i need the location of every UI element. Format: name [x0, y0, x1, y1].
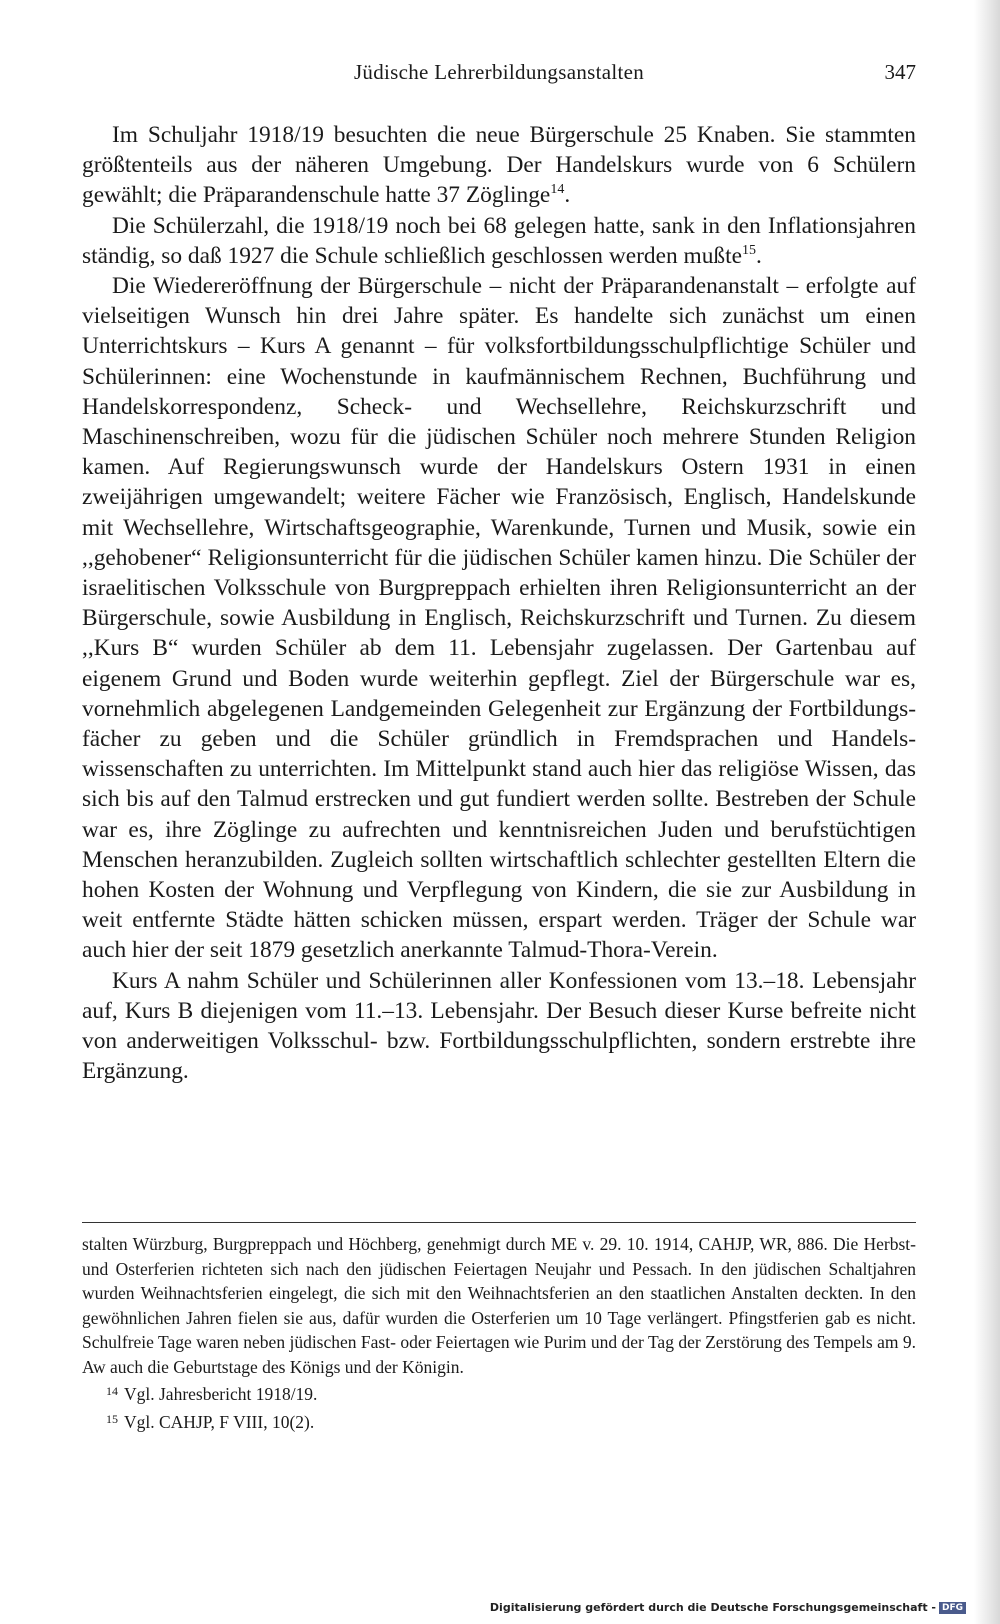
- paragraph: [82, 120, 916, 211]
- footnote-number: 15: [106, 1411, 118, 1426]
- paragraph-text: Kurs A nahm Schüler und Schülerinnen aller Konfessionen vom 13.–18. Lebensjahr auf, Kurs B diejenigen vom 11.–13. Lebensjahr. Der Besuch dieser Kurse befreite nicht von anderweitigen Volksschul- bzw. Fortbildungsschulpflichten, sondern erstrebte ihre Ergänzung.: [82, 967, 916, 1085]
- footnote: [82, 1379, 916, 1407]
- footnote-number: 14: [106, 1384, 118, 1398]
- dfg-logo: DFG: [939, 1602, 966, 1614]
- footnote-text: Vgl. CAHJP, F VIII, 10(2).: [124, 1411, 315, 1432]
- paragraph-text: Die Schülerzahl, die 1918/19 noch bei 68 gelegen hatte, sank in den Inflationsjahren ständig, so daß 1927 die Schule schließlich geschlossen werden mußte: [82, 212, 916, 269]
- paragraph: [82, 966, 916, 1087]
- page-number: 347: [884, 60, 916, 84]
- credit-text: Digitalisierung gefördert durch die Deutsche Forschungsgemeinschaft -: [489, 1601, 936, 1614]
- paragraph: [82, 271, 916, 966]
- footnote-text: Vgl. Jahresbericht 1918/19.: [124, 1384, 318, 1404]
- footnote-continuation: stalten Würzburg, Burgpreppach und Höchberg, genehmigt durch ME v. 29. 10. 1914, CAHJP, WR, 886. Die Herbst- und Osterferien richteten sich nach den jüdischen Feiertagen Neujahr und Pessach. In den jüdischen Schaltjahren wurden Weihnachtsferien eingelegt, die sich mit den Weihnachtsferien an den staatlichen Anstalten deckten. In den gewöhnlichen Jahren fielen sie aus, dafür wurden die Osterferien um 10 Tage verlängert. Pfingstferien gab es nicht. Schulfreie Tage waren neben jüdischen Fast- oder Feiertagen wie Purim und der Tag der Zerstörung des Tempels am 9. Aw auch die Geburtstage des Königs und der Königin.: [82, 1234, 916, 1377]
- footnote-ref[interactable]: 15: [742, 242, 756, 258]
- footnote-divider: [82, 1222, 916, 1223]
- paragraph-tail: .: [564, 182, 571, 209]
- page-header: [82, 60, 916, 92]
- footnote: [82, 1407, 916, 1435]
- paragraph: [82, 211, 916, 271]
- body-text: [82, 120, 916, 1087]
- digitization-credit: [490, 1601, 966, 1614]
- footnote-ref[interactable]: 14: [550, 182, 565, 198]
- running-title: Jüdische Lehrerbildungsanstalten: [353, 60, 645, 84]
- paragraph-tail: .: [756, 242, 762, 269]
- footnotes: [82, 1232, 916, 1434]
- paragraph-text: Im Schuljahr 1918/19 besuchten die neue Bürgerschule 25 Knaben. Sie stammten größtenteils aus der näheren Umgebung. Der Handelskurs wurde von 6 Schülern gewählt; die Präparandenschule hatte 37 Zöglinge: [82, 122, 916, 209]
- paragraph-text: Die Wiedereröffnung der Bürgerschule – nicht der Präparandenanstalt – erfolgte auf vielseitigen Wunsch hin drei Jahre später. Es handelte sich zunächst um einen Unterrichtskurs – Kurs A genannt – für volksfortbildungsschulpflichtige Schüler und Schülerinnen: eine Wochenstunde in kaufmännischem Rechnen, Buchführung und Handelskorrespondenz, Scheck- und Wechsellehre, Reichskurzschrift und Maschinenschreiben, wozu für die jüdischen Schüler noch mehrere Stunden Religion kamen. Auf Regierungswunsch wurde der Handelskurs Ostern 1931 in einen zweijährigen umgewandelt; weitere Fächer wie Französisch, Englisch, Handelskunde mit Wechsellehre, Wirtschaftsgeographie, Warenkunde, Turnen und Musik, sowie ein ,,gehobener“ Religionsunterricht für die jüdischen Schüler kamen hinzu. Die Schüler der israelitischen Volksschule von Burgpreppach erhielten ihren Religionsunterricht an der Bürgerschule, sowie Ausbildung in Englisch, Reichskurzschrift und Turnen. Zu diesem ,,Kurs B“ wurden Schüler ab dem 11. Lebensjahr zugelassen. Der Gartenbau auf eigenem Grund und Boden wurde weiterhin gepflegt. Ziel der Bürgerschule war es, vornehmlich abgelegenen Landgemeinden Gelegenheit zur Ergänzung der Fortbildungsfächer zu geben und die Schüler gründlich in Fremdsprachen und Handelswissenschaften zu unterrichten. Im Mittelpunkt stand auch hier das religiöse Wissen, das sich bis auf den Talmud erstrecken und gut fundiert werden sollte. Bestreben der Schule war es, ihre Zöglinge zu aufrechten und kenntnisreichen Juden und berufstüchtigen Menschen heranzubilden. Zugleich sollten wirtschaftlich schlechter gestellten Eltern die hohen Kosten der Wohnung und Verpflegung von Kindern, die sie zur Ausbildung in weit entfernte Städte hätten schicken müssen, erspart werden. Träger der Schule war auch hier der seit 1879 gesetzlich anerkannte Talmud-Thora-Verein.: [82, 273, 916, 964]
